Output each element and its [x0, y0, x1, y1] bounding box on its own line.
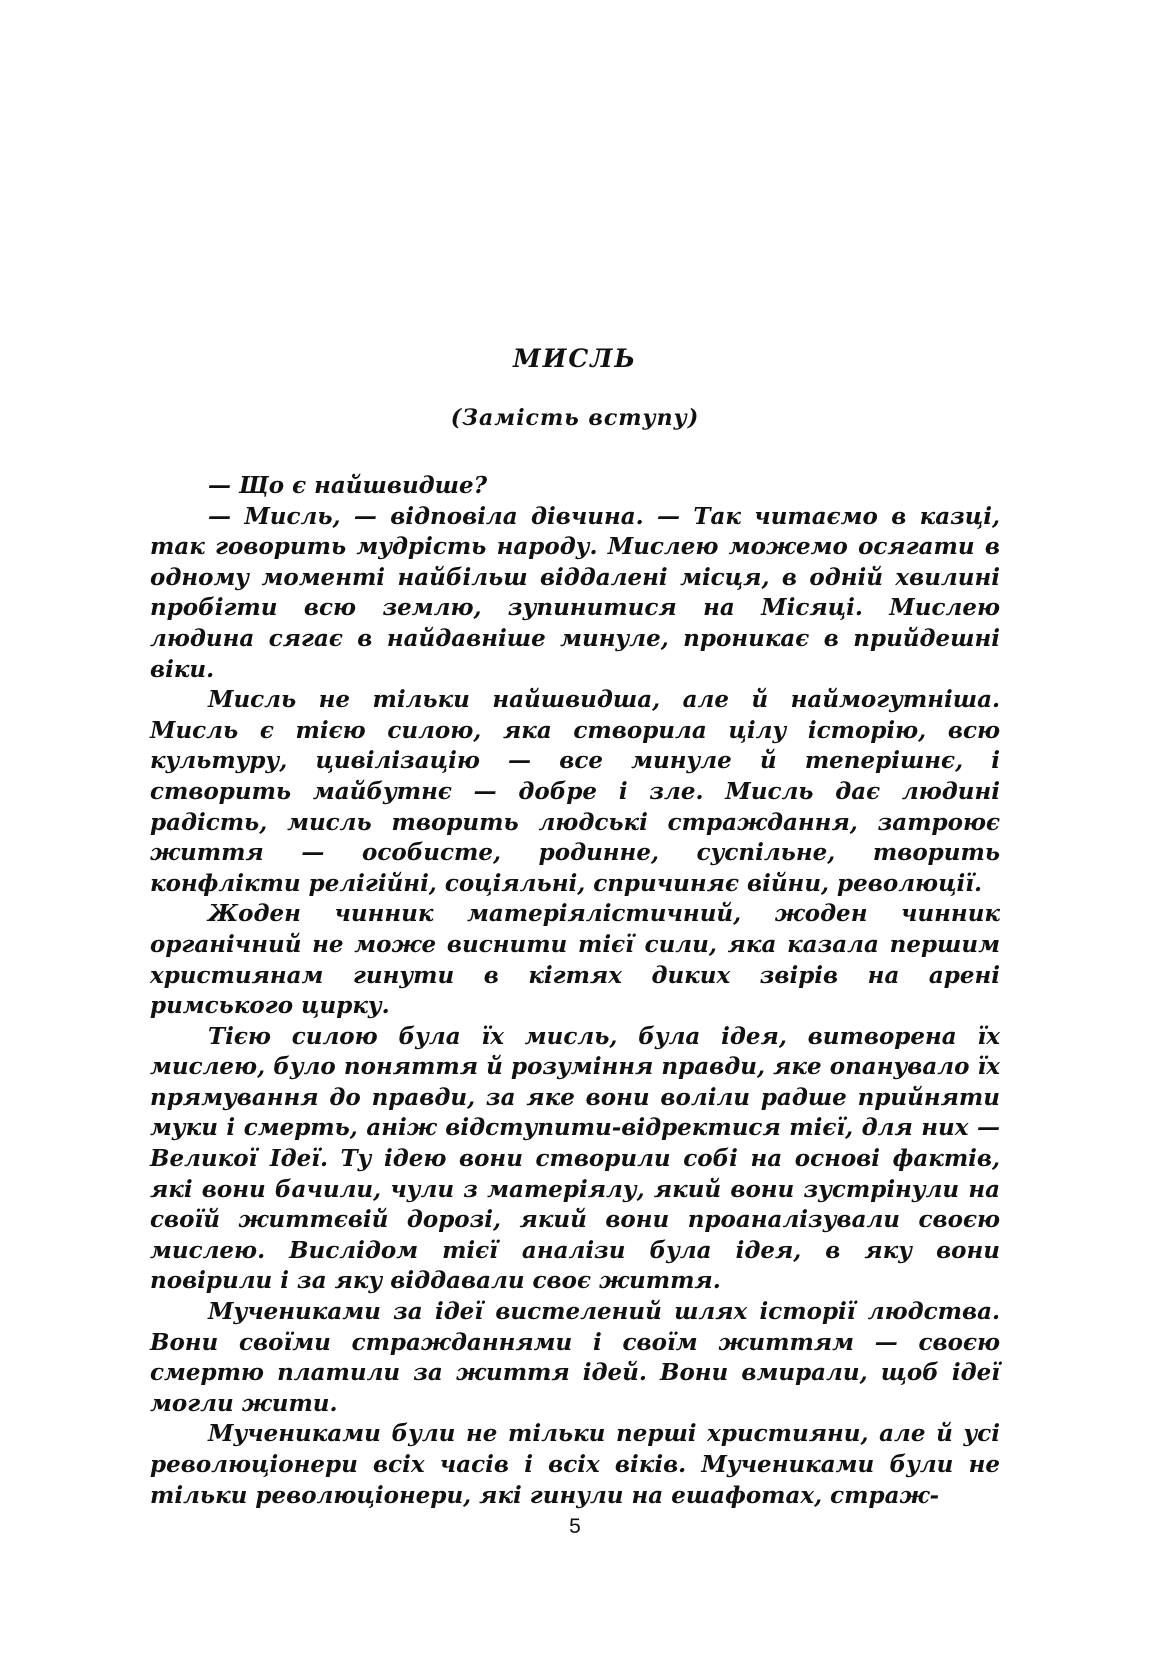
paragraph-mightiest: Мисль не тільки найшвидша, але й наймогутніша. Мисль є тією силою, яка створила цілу історію, всю культуру, цивілізацію — все минуле й теперішнє, і створить майбутнє — добре і зле. Мисль дає людині радість, мисль творить людські страждання, затроює життя — особисте, родинне, суспільне, творить конфлікти релігійні, соціяльні, спричиняє війни, революції. — [150, 686, 1000, 897]
paragraph-question: — Що є найшвидше? — [208, 472, 488, 499]
paragraph-idea: Тією силою була їх мисль, була ідея, витворена їх мислею, було поняття й розуміння правди, яке опанувало їх прямування до правди, за яке вони воліли радше прийняти муки і смерть, аніж відступити-відректися тієї, для них —Великої Ідеї. Ту ідею вони створили собі на основі фактів, які вони бачили, чули з матеріялу, який вони зустрінули на своїй життєвій дорозі, який вони проаналізували своєю мислею. Вислідом тієї аналізи була ідея, в яку вони повірили і за яку віддавали своє життя. — [150, 1022, 1000, 1295]
page-subtitle: (Замість вступу) — [450, 405, 700, 431]
page-number: 5 — [569, 1515, 581, 1538]
document-page — [150, 320, 1000, 1538]
page-title: МИСЛЬ — [513, 344, 637, 373]
paragraph-answer: — Мисль, — відповіла дівчина. — Так читаємо в казці, так говорить мудрість народу. Мислею можемо осягати в одному моменті найбільш віддалені місця, в одній хвилині пробігти всю землю, зупинитися на Місяці. Мислею людина сягає в найдавніше минуле, проникає в прийдешні віки. — [150, 502, 1000, 683]
paragraph-factor: Жоден чинник матеріялістичний, жоден чинник органічний не може виснити тієї сили, яка казала першим християнам гинути в кігтях диких звірів на арені римського цирку. — [150, 900, 1000, 1020]
paragraph-martyrs-path: Мучениками за ідеї вистелений шлях історії людства. Вони своїми стражданнями і своїм життям — своєю смертю платили за життя ідей. Вони вмирали, щоб ідеї могли жити. — [150, 1298, 1000, 1417]
paragraph-martyrs: Мучениками були не тільки перші християни, але й усі революціонери всіх часів і всіх віків. Мучениками були не тільки революціонери, які гинули на ешафотах, страж- — [150, 1420, 1000, 1509]
body-text — [150, 471, 1000, 1511]
